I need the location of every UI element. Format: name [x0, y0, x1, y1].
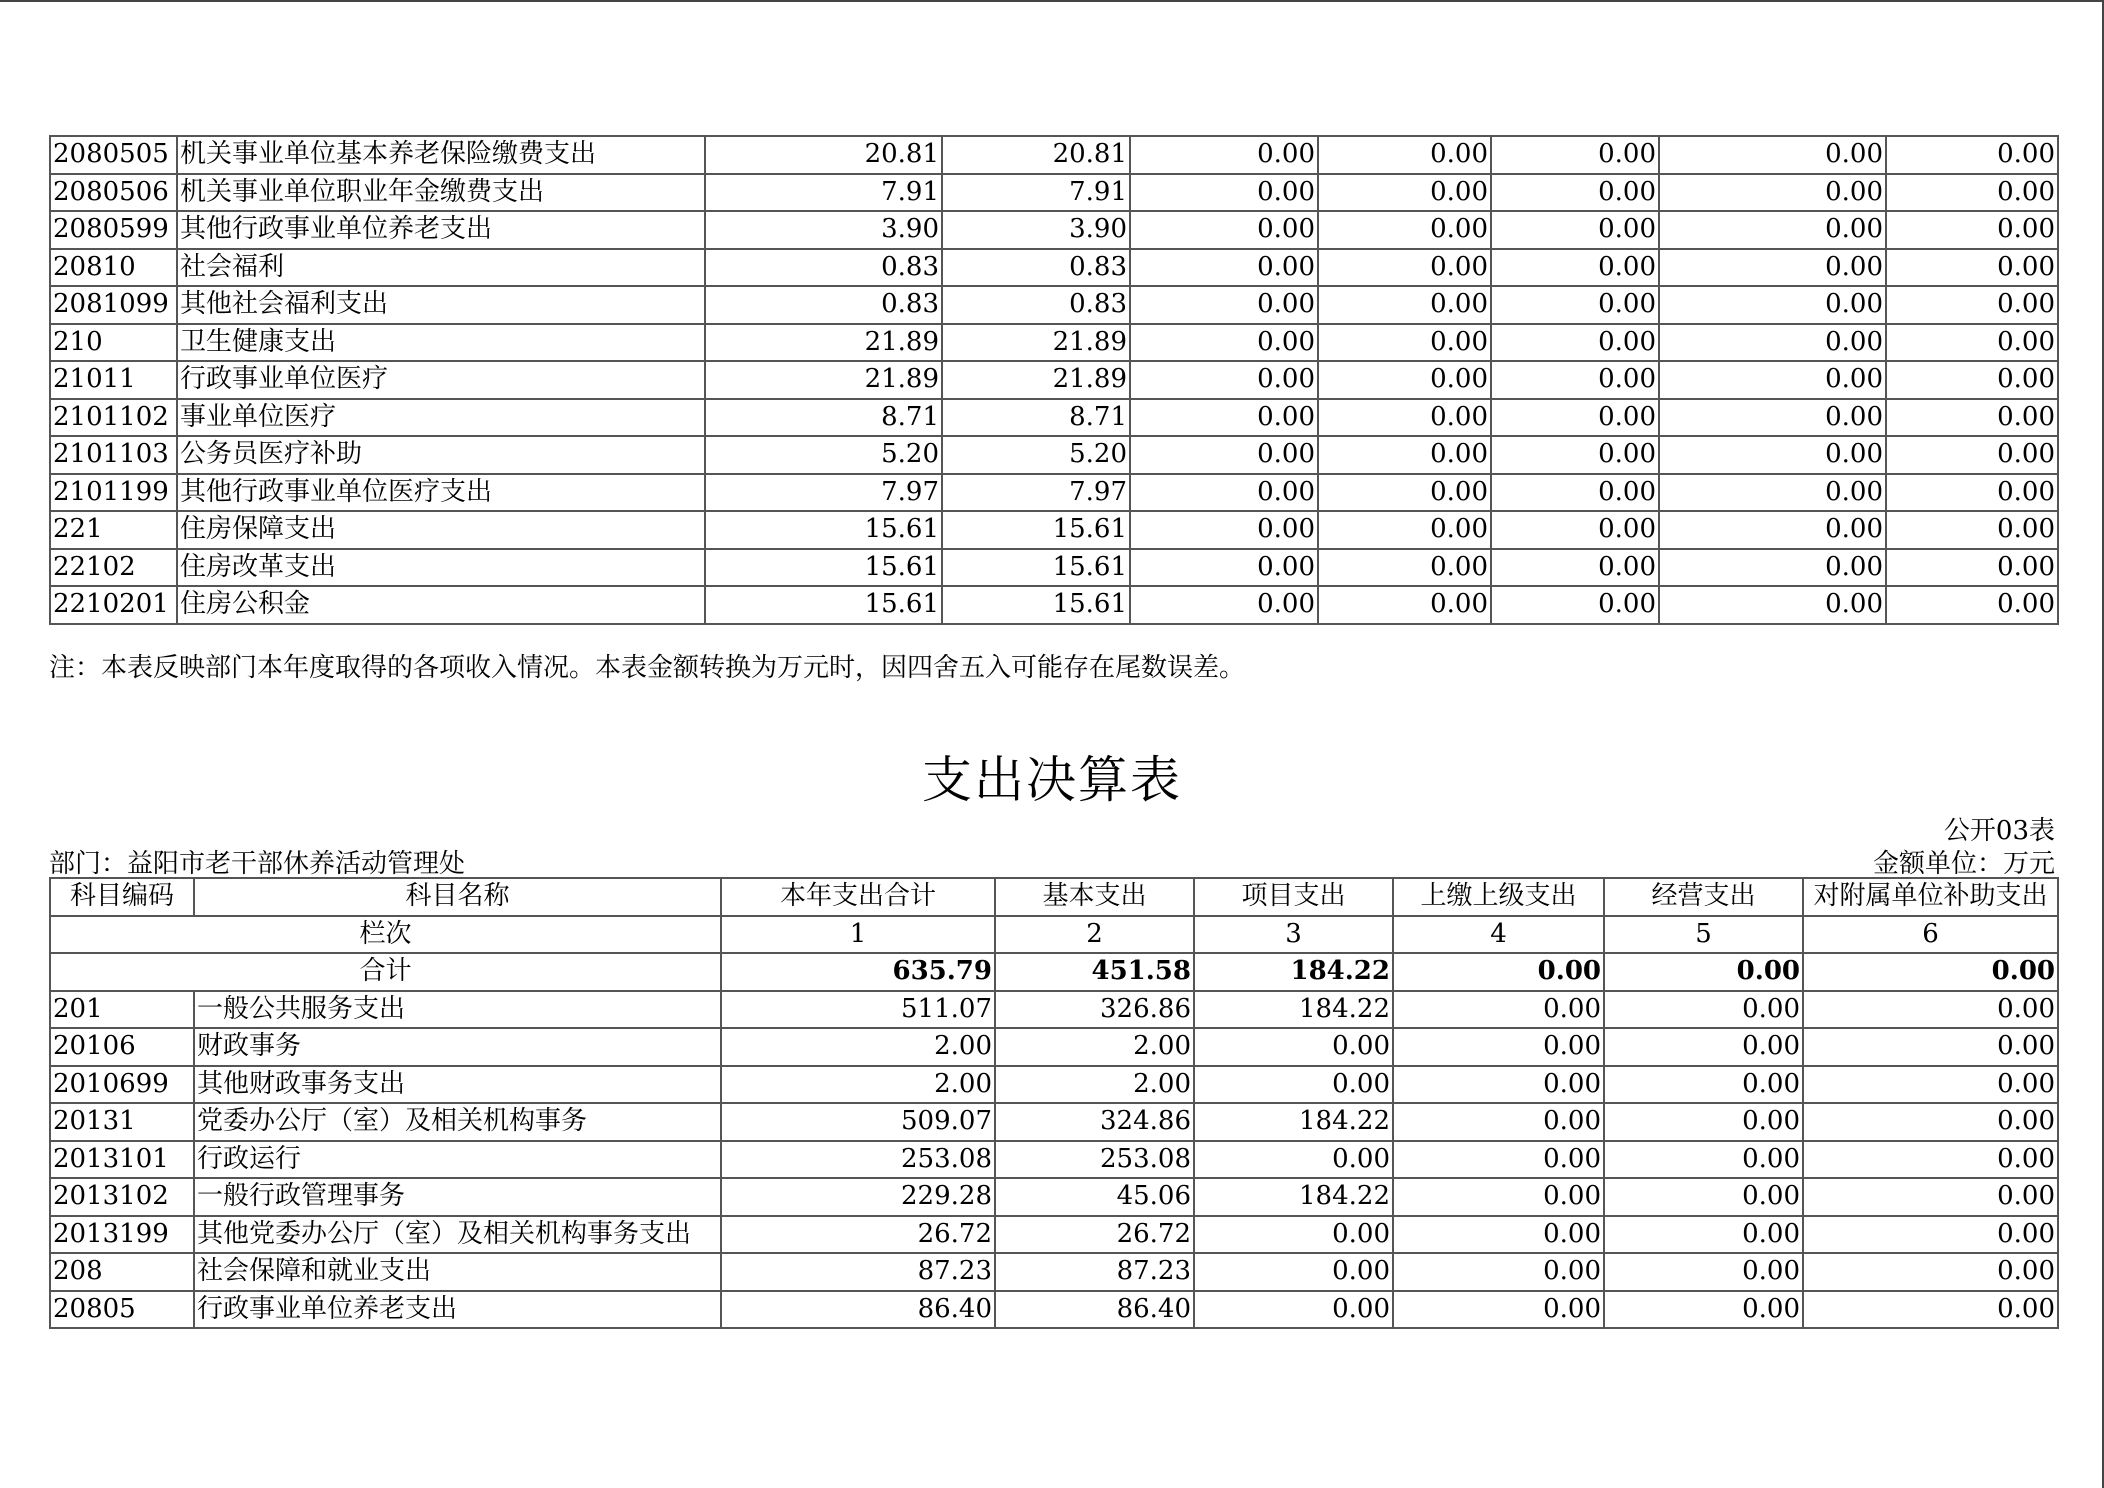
table-row	[50, 1253, 2058, 1291]
amount-cell: 0.00	[1130, 511, 1318, 549]
amount-cell: 7.97	[942, 474, 1130, 512]
table-row	[50, 991, 2058, 1029]
subject-code: 2210201	[50, 586, 177, 624]
table-row	[50, 436, 2058, 474]
amount-cell: 0.00	[1491, 286, 1659, 324]
amount-cell: 15.61	[705, 549, 942, 587]
amount-cell: 0.00	[1886, 436, 2058, 474]
amount-cell: 0.83	[942, 286, 1130, 324]
form-number: 公开03表	[1943, 816, 2055, 846]
subject-name: 财政事务	[194, 1028, 721, 1066]
expense-table	[49, 877, 2059, 1329]
amount-cell: 2.00	[995, 1066, 1194, 1104]
header-cell: 基本支出	[995, 878, 1194, 916]
table-row	[50, 211, 2058, 249]
amount-cell: 0.00	[1604, 1216, 1803, 1254]
subject-code: 20131	[50, 1103, 194, 1141]
amount-cell: 7.97	[705, 474, 942, 512]
table-row	[50, 174, 2058, 212]
amount-cell: 0.00	[1194, 1253, 1393, 1291]
amount-cell: 0.00	[1393, 1103, 1604, 1141]
amount-cell: 0.00	[1604, 991, 1803, 1029]
amount-cell: 0.00	[1491, 436, 1659, 474]
amount-cell: 184.22	[1194, 991, 1393, 1029]
amount-cell: 0.00	[1491, 361, 1659, 399]
amount-cell: 2.00	[721, 1066, 995, 1104]
table-row	[50, 1028, 2058, 1066]
amount-cell: 0.00	[1886, 174, 2058, 212]
amount-cell: 509.07	[721, 1103, 995, 1141]
amount-cell: 0.00	[1491, 549, 1659, 587]
subject-name: 公务员医疗补助	[177, 436, 705, 474]
amount-cell: 0.00	[1604, 1066, 1803, 1104]
amount-cell: 0.00	[1886, 586, 2058, 624]
amount-cell: 0.00	[1659, 586, 1886, 624]
amount-cell: 0.00	[1130, 324, 1318, 362]
amount-cell: 184.22	[1194, 1103, 1393, 1141]
amount-cell: 8.71	[705, 399, 942, 437]
amount-cell: 20.81	[942, 136, 1130, 174]
amount-cell: 0.00	[1194, 1216, 1393, 1254]
subject-code: 2101102	[50, 399, 177, 437]
amount-cell: 0.00	[1194, 1066, 1393, 1104]
amount-cell: 15.61	[942, 549, 1130, 587]
amount-cell: 0.00	[1318, 399, 1491, 437]
table-row	[50, 549, 2058, 587]
amount-cell: 0.00	[1886, 286, 2058, 324]
amount-cell: 0.00	[1318, 361, 1491, 399]
amount-cell: 21.89	[705, 361, 942, 399]
total-label: 合计	[50, 953, 721, 991]
amount-cell: 87.23	[995, 1253, 1194, 1291]
amount-cell: 0.00	[1130, 436, 1318, 474]
amount-cell: 0.00	[1659, 361, 1886, 399]
subject-code: 2013199	[50, 1216, 194, 1254]
amount-cell: 0.00	[1604, 1028, 1803, 1066]
header-cell: 对附属单位补助支出	[1803, 878, 2058, 916]
amount-cell: 0.83	[705, 249, 942, 287]
amount-cell: 0.00	[1318, 436, 1491, 474]
subject-name: 事业单位医疗	[177, 399, 705, 437]
total-value: 0.00	[1803, 953, 2058, 991]
amount-cell: 0.00	[1886, 249, 2058, 287]
subject-code: 2080599	[50, 211, 177, 249]
subject-name: 其他行政事业单位医疗支出	[177, 474, 705, 512]
subject-code: 208	[50, 1253, 194, 1291]
table-note: 注：本表反映部门本年度取得的各项收入情况。本表金额转换为万元时，因四舍五入可能存在尾数误差。	[49, 653, 1246, 683]
amount-cell: 0.00	[1393, 1216, 1604, 1254]
amount-cell: 0.00	[1393, 991, 1604, 1029]
amount-cell: 3.90	[705, 211, 942, 249]
amount-cell: 0.00	[1130, 174, 1318, 212]
amount-cell: 0.00	[1491, 324, 1659, 362]
amount-cell: 86.40	[721, 1291, 995, 1329]
amount-cell: 0.83	[705, 286, 942, 324]
table-row	[50, 1141, 2058, 1179]
amount-cell: 0.00	[1604, 1253, 1803, 1291]
subject-name: 住房保障支出	[177, 511, 705, 549]
amount-cell: 0.00	[1393, 1253, 1604, 1291]
amount-cell: 86.40	[995, 1291, 1194, 1329]
subject-code: 21011	[50, 361, 177, 399]
amount-cell: 0.00	[1318, 174, 1491, 212]
amount-cell: 0.00	[1318, 211, 1491, 249]
amount-cell: 0.00	[1491, 174, 1659, 212]
amount-cell: 0.00	[1130, 549, 1318, 587]
header-cell: 经营支出	[1604, 878, 1803, 916]
amount-cell: 229.28	[721, 1178, 995, 1216]
amount-cell: 0.00	[1803, 1103, 2058, 1141]
amount-cell: 0.00	[1604, 1178, 1803, 1216]
subject-code: 22102	[50, 549, 177, 587]
amount-cell: 15.61	[942, 586, 1130, 624]
table-row	[50, 1291, 2058, 1329]
amount-cell: 7.91	[942, 174, 1130, 212]
amount-cell: 87.23	[721, 1253, 995, 1291]
total-value: 184.22	[1194, 953, 1393, 991]
amount-cell: 0.00	[1491, 399, 1659, 437]
amount-cell: 0.00	[1803, 1216, 2058, 1254]
table-row	[50, 1066, 2058, 1104]
amount-cell: 7.91	[705, 174, 942, 212]
amount-cell: 0.00	[1886, 474, 2058, 512]
subject-code: 2101199	[50, 474, 177, 512]
subject-name: 其他行政事业单位养老支出	[177, 211, 705, 249]
amount-cell: 21.89	[942, 361, 1130, 399]
amount-cell: 0.00	[1886, 361, 2058, 399]
amount-cell: 0.00	[1803, 1028, 2058, 1066]
column-number-row	[50, 916, 2058, 954]
amount-cell: 0.00	[1130, 586, 1318, 624]
column-number: 5	[1604, 916, 1803, 954]
amount-cell: 0.00	[1318, 324, 1491, 362]
subject-code: 2081099	[50, 286, 177, 324]
amount-cell: 26.72	[721, 1216, 995, 1254]
amount-cell: 0.00	[1130, 211, 1318, 249]
amount-cell: 0.00	[1659, 436, 1886, 474]
amount-cell: 253.08	[721, 1141, 995, 1179]
amount-cell: 0.00	[1491, 136, 1659, 174]
amount-cell: 0.00	[1659, 286, 1886, 324]
amount-cell: 0.00	[1318, 136, 1491, 174]
amount-cell: 0.00	[1803, 1141, 2058, 1179]
amount-cell: 0.00	[1659, 174, 1886, 212]
subject-name: 住房公积金	[177, 586, 705, 624]
subject-code: 20810	[50, 249, 177, 287]
amount-cell: 0.00	[1194, 1291, 1393, 1329]
amount-cell: 0.00	[1194, 1028, 1393, 1066]
subject-name: 卫生健康支出	[177, 324, 705, 362]
amount-cell: 0.00	[1604, 1103, 1803, 1141]
amount-cell: 15.61	[942, 511, 1130, 549]
amount-cell: 0.00	[1491, 249, 1659, 287]
table-row	[50, 136, 2058, 174]
subject-name: 机关事业单位职业年金缴费支出	[177, 174, 705, 212]
amount-cell: 15.61	[705, 511, 942, 549]
amount-cell: 45.06	[995, 1178, 1194, 1216]
amount-cell: 0.00	[1318, 249, 1491, 287]
amount-cell: 0.83	[942, 249, 1130, 287]
income-table	[49, 135, 2059, 625]
table-row	[50, 511, 2058, 549]
table-row	[50, 586, 2058, 624]
amount-cell: 0.00	[1318, 586, 1491, 624]
amount-cell: 0.00	[1318, 474, 1491, 512]
subject-name: 一般公共服务支出	[194, 991, 721, 1029]
amount-cell: 0.00	[1604, 1141, 1803, 1179]
amount-cell: 511.07	[721, 991, 995, 1029]
amount-cell: 21.89	[942, 324, 1130, 362]
subject-name: 其他财政事务支出	[194, 1066, 721, 1104]
page-top-border	[0, 0, 2104, 2]
subject-name: 党委办公厅（室）及相关机构事务	[194, 1103, 721, 1141]
subject-code: 221	[50, 511, 177, 549]
total-value: 0.00	[1604, 953, 1803, 991]
amount-cell: 0.00	[1491, 211, 1659, 249]
subject-code: 2080506	[50, 174, 177, 212]
total-value: 0.00	[1393, 953, 1604, 991]
amount-cell: 0.00	[1318, 286, 1491, 324]
amount-cell: 0.00	[1130, 249, 1318, 287]
amount-cell: 0.00	[1130, 286, 1318, 324]
amount-cell: 0.00	[1659, 399, 1886, 437]
table-row	[50, 249, 2058, 287]
table-row	[50, 399, 2058, 437]
amount-cell: 0.00	[1318, 549, 1491, 587]
subject-name: 机关事业单位基本养老保险缴费支出	[177, 136, 705, 174]
amount-cell: 0.00	[1130, 474, 1318, 512]
header-cell: 科目名称	[194, 878, 721, 916]
amount-cell: 20.81	[705, 136, 942, 174]
subject-name: 一般行政管理事务	[194, 1178, 721, 1216]
page-title: 支出决算表	[922, 751, 1182, 809]
amount-cell: 0.00	[1393, 1178, 1604, 1216]
header-cell: 项目支出	[1194, 878, 1393, 916]
total-value: 635.79	[721, 953, 995, 991]
table-row	[50, 324, 2058, 362]
column-number: 3	[1194, 916, 1393, 954]
table-row	[50, 1103, 2058, 1141]
subject-code: 20106	[50, 1028, 194, 1066]
subject-code: 2080505	[50, 136, 177, 174]
amount-cell: 0.00	[1491, 511, 1659, 549]
amount-cell: 0.00	[1886, 136, 2058, 174]
subject-name: 社会福利	[177, 249, 705, 287]
header-cell: 上缴上级支出	[1393, 878, 1604, 916]
amount-cell: 326.86	[995, 991, 1194, 1029]
amount-cell: 0.00	[1886, 211, 2058, 249]
expense-table-body	[50, 991, 2058, 1329]
amount-cell: 0.00	[1886, 399, 2058, 437]
amount-cell: 0.00	[1803, 1291, 2058, 1329]
amount-cell: 0.00	[1803, 1066, 2058, 1104]
subject-name: 行政事业单位养老支出	[194, 1291, 721, 1329]
table-row	[50, 1216, 2058, 1254]
subject-name: 社会保障和就业支出	[194, 1253, 721, 1291]
subject-code: 2013102	[50, 1178, 194, 1216]
amount-cell: 0.00	[1130, 399, 1318, 437]
table-row	[50, 361, 2058, 399]
amount-cell: 0.00	[1318, 511, 1491, 549]
amount-cell: 21.89	[705, 324, 942, 362]
amount-cell: 0.00	[1886, 511, 2058, 549]
subject-name: 其他社会福利支出	[177, 286, 705, 324]
subject-name: 其他党委办公厅（室）及相关机构事务支出	[194, 1216, 721, 1254]
amount-cell: 0.00	[1604, 1291, 1803, 1329]
amount-cell: 2.00	[995, 1028, 1194, 1066]
amount-cell: 15.61	[705, 586, 942, 624]
amount-cell: 253.08	[995, 1141, 1194, 1179]
subject-code: 2101103	[50, 436, 177, 474]
table-row	[50, 474, 2058, 512]
amount-cell: 0.00	[1886, 549, 2058, 587]
subject-code: 210	[50, 324, 177, 362]
column-number: 2	[995, 916, 1194, 954]
table-row	[50, 286, 2058, 324]
amount-cell: 0.00	[1659, 211, 1886, 249]
amount-cell: 5.20	[705, 436, 942, 474]
amount-unit-label: 金额单位：万元	[1872, 849, 2055, 879]
amount-cell: 2.00	[721, 1028, 995, 1066]
amount-cell: 184.22	[1194, 1178, 1393, 1216]
column-number: 1	[721, 916, 995, 954]
amount-cell: 0.00	[1659, 511, 1886, 549]
header-cell: 科目编码	[50, 878, 194, 916]
amount-cell: 0.00	[1659, 549, 1886, 587]
table-row	[50, 1178, 2058, 1216]
total-value: 451.58	[995, 953, 1194, 991]
subject-name: 行政事业单位医疗	[177, 361, 705, 399]
column-number: 6	[1803, 916, 2058, 954]
amount-cell: 0.00	[1659, 474, 1886, 512]
amount-cell: 26.72	[995, 1216, 1194, 1254]
amount-cell: 0.00	[1659, 324, 1886, 362]
amount-cell: 3.90	[942, 211, 1130, 249]
amount-cell: 0.00	[1393, 1141, 1604, 1179]
column-number: 4	[1393, 916, 1604, 954]
total-row	[50, 953, 2058, 991]
header-row	[50, 878, 2058, 916]
amount-cell: 0.00	[1886, 324, 2058, 362]
subject-code: 20805	[50, 1291, 194, 1329]
amount-cell: 0.00	[1803, 991, 2058, 1029]
column-number-label: 栏次	[50, 916, 721, 954]
department-label: 部门：益阳市老干部休养活动管理处	[49, 849, 466, 879]
income-table-body	[50, 136, 2058, 624]
amount-cell: 324.86	[995, 1103, 1194, 1141]
amount-cell: 0.00	[1803, 1253, 2058, 1291]
subject-code: 2010699	[50, 1066, 194, 1104]
amount-cell: 0.00	[1393, 1028, 1604, 1066]
amount-cell: 0.00	[1659, 249, 1886, 287]
subject-name: 住房改革支出	[177, 549, 705, 587]
header-cell: 本年支出合计	[721, 878, 995, 916]
amount-cell: 0.00	[1393, 1066, 1604, 1104]
amount-cell: 5.20	[942, 436, 1130, 474]
subject-code: 201	[50, 991, 194, 1029]
subject-code: 2013101	[50, 1141, 194, 1179]
amount-cell: 0.00	[1194, 1141, 1393, 1179]
subject-name: 行政运行	[194, 1141, 721, 1179]
amount-cell: 0.00	[1803, 1178, 2058, 1216]
amount-cell: 0.00	[1393, 1291, 1604, 1329]
amount-cell: 0.00	[1491, 586, 1659, 624]
amount-cell: 8.71	[942, 399, 1130, 437]
amount-cell: 0.00	[1491, 474, 1659, 512]
amount-cell: 0.00	[1130, 361, 1318, 399]
amount-cell: 0.00	[1659, 136, 1886, 174]
amount-cell: 0.00	[1130, 136, 1318, 174]
